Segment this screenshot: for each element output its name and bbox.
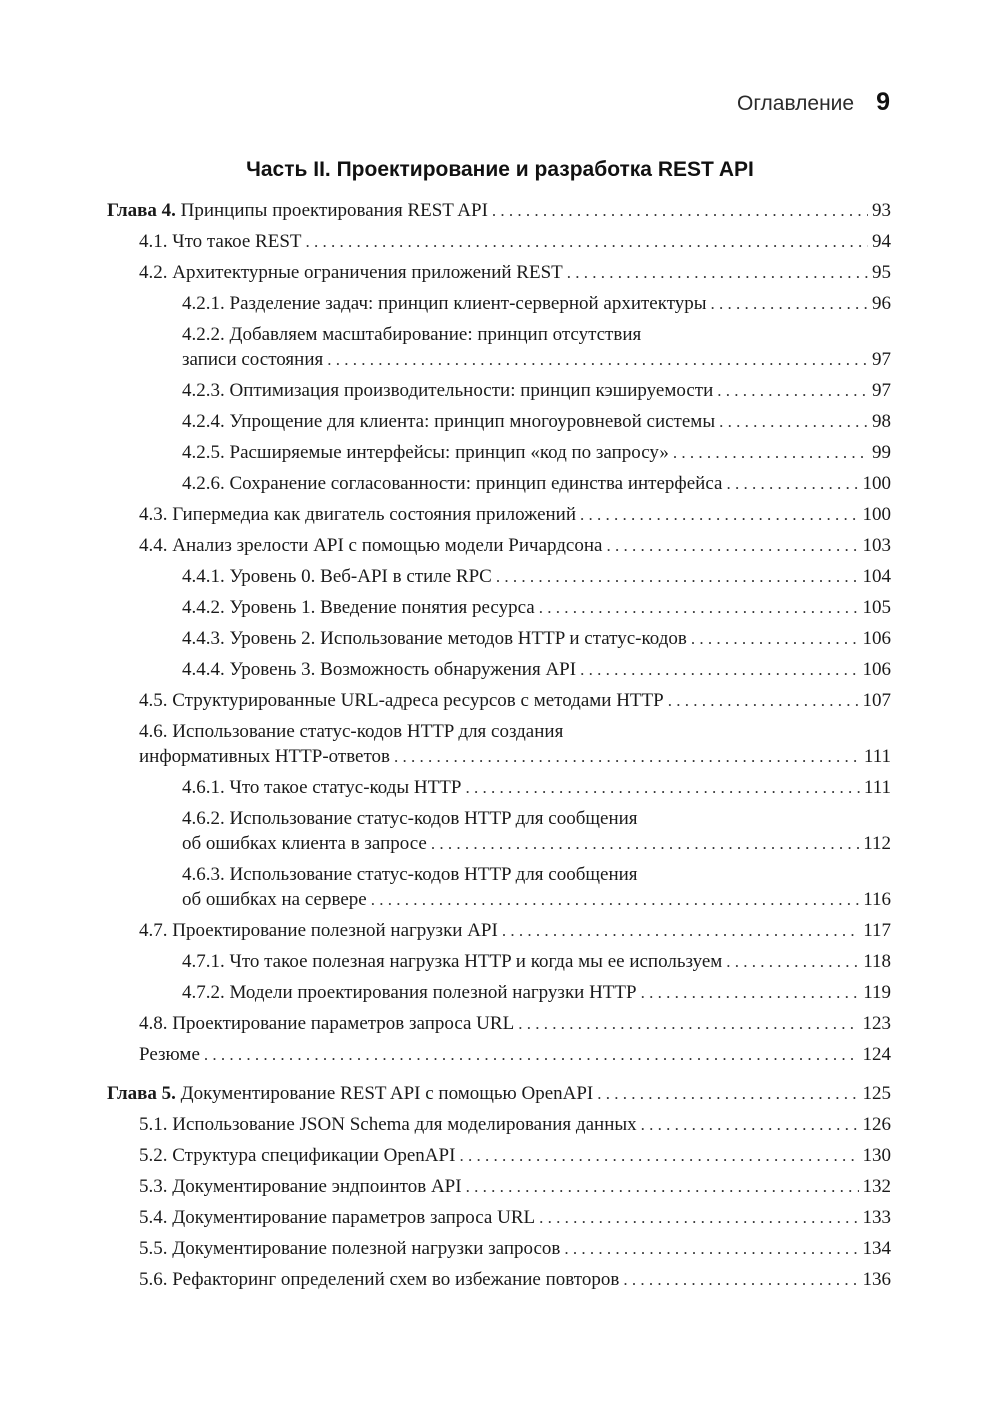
toc-entry-text: 5.2. Структура спецификации OpenAPI [139,1145,456,1166]
toc-entry-text: 4.7. Проектирование полезной нагрузки API [139,920,498,941]
leader-dots [567,260,868,285]
toc-entry-text: 4.4.1. Уровень 0. Веб-API в стиле RPC [182,566,492,587]
leader-dots [204,1042,859,1067]
toc-chapter-heading[interactable] [107,198,891,229]
leader-dots [668,688,859,713]
toc-page: 104 [862,566,891,587]
toc-entry[interactable] [107,322,891,378]
chapter-title: Принципы проектирования REST API [175,200,488,221]
leader-dots [726,949,859,974]
toc-entry-text: 4.4.2. Уровень 1. Введение понятия ресурса [182,597,535,618]
toc-entry[interactable] [107,533,891,564]
leader-dots [623,1267,858,1292]
toc-entry[interactable] [107,291,891,322]
toc-entry-text: 5.4. Документирование параметров запроса URL [139,1207,536,1228]
toc-page: 111 [863,777,891,798]
toc-entry[interactable] [107,806,891,862]
toc-chapter-heading[interactable] [107,1081,891,1112]
toc-page: 94 [872,231,891,252]
toc-entry-text: 4.2. Архитектурные ограничения приложений REST [139,262,563,283]
leader-dots [580,657,858,682]
toc-entry-text: 4.4.4. Уровень 3. Возможность обнаружения API [182,659,577,680]
toc-page: 97 [872,380,891,401]
toc-entry[interactable] [107,1143,891,1174]
leader-dots [641,980,860,1005]
leader-dots [719,409,868,434]
toc-entry[interactable] [107,688,891,719]
toc-entry[interactable] [107,471,891,502]
toc-entry[interactable] [107,378,891,409]
toc-entry-text: 5.3. Документирование эндпоинтов API [139,1176,462,1197]
leader-dots [431,831,859,856]
toc-entry[interactable] [107,229,891,260]
chapter-title: Документирование REST API с помощью OpenAPI [175,1083,594,1104]
toc-entry[interactable] [107,595,891,626]
toc-entry[interactable] [107,440,891,471]
toc-page: 130 [862,1145,891,1166]
leader-dots [580,502,859,527]
toc-entry-text: об ошибках на сервере [182,889,367,910]
toc-page: 95 [872,262,891,283]
leader-dots [711,291,868,316]
toc-entry-text: 4.4.3. Уровень 2. Использование методов HTTP и статус-кодов [182,628,687,649]
toc-entry[interactable] [107,949,891,980]
toc-page: 123 [862,1013,891,1034]
toc-entry-text: информативных HTTP-ответов [139,746,391,767]
leader-dots [394,744,860,769]
toc-page: 98 [872,411,891,432]
leader-dots [606,533,858,558]
toc-entry-text: 4.7.1. Что такое полезная нагрузка HTTP и когда мы ее используем [182,951,723,972]
toc-page: 106 [862,659,891,680]
toc-entry[interactable] [107,657,891,688]
leader-dots [459,1143,858,1168]
toc-entry[interactable] [107,502,891,533]
toc-page: 136 [862,1269,891,1290]
leader-dots [539,595,859,620]
chapter-prefix: Глава 5. [107,1083,176,1104]
toc-entry-text: 4.2.1. Разделение задач: принцип клиент-серверной архитектуры [182,293,707,314]
toc-entry[interactable] [107,918,891,949]
toc-page: 111 [863,746,891,767]
toc-chapter-5 [107,1081,891,1298]
toc-entry-text: 4.2.6. Сохранение согласованности: принцип единства интерфейса [182,473,723,494]
toc-entry-text: Резюме [139,1044,200,1065]
leader-dots [492,198,868,223]
toc-page: 97 [872,349,891,370]
toc-entry[interactable] [107,1267,891,1298]
toc-page: 124 [862,1044,891,1065]
toc-entry[interactable] [107,1011,891,1042]
toc-page: 93 [872,200,891,221]
leader-dots [466,1174,859,1199]
toc-page: 100 [862,504,891,525]
toc-entry-text: 5.1. Использование JSON Schema для моделирования данных [139,1114,637,1135]
toc-entry-text: 4.6.1. Что такое статус-коды HTTP [182,777,462,798]
toc-entry-text: 4.2.5. Расширяемые интерфейсы: принцип «код по запросу» [182,442,669,463]
leader-dots [717,378,868,403]
toc-entry-text: записи состояния [182,349,324,370]
toc-entry-lead: 4.6.2. Использование статус-кодов HTTP для сообщения [182,808,638,829]
toc-entry[interactable] [107,775,891,806]
toc-page: 118 [863,951,891,972]
toc-page: 133 [862,1207,891,1228]
toc-page: 107 [862,690,891,711]
running-head [737,88,890,117]
leader-dots [518,1011,858,1036]
part-title: Часть II. Проектирование и разработка REST API [246,158,754,181]
toc-page: 134 [862,1238,891,1259]
chapter-prefix: Глава 4. [107,200,176,221]
toc-entry[interactable] [107,980,891,1011]
toc-entry-text: 4.3. Гипермедиа как двигатель состояния приложений [139,504,576,525]
leader-dots [465,775,859,800]
leader-dots [691,626,859,651]
toc-page: 125 [862,1083,891,1104]
toc-entry[interactable] [107,1205,891,1236]
leader-dots [306,229,868,254]
toc-entry[interactable] [107,862,891,918]
toc-chapter-4 [107,198,891,1073]
toc-page: 106 [862,628,891,649]
toc-entry-text: 4.2.4. Упрощение для клиента: принцип многоуровневой системы [182,411,716,432]
leader-dots [726,471,858,496]
toc-entry[interactable] [107,1042,891,1073]
leader-dots [641,1112,859,1137]
toc-entry[interactable] [107,260,891,291]
toc-entry-text: 5.5. Документирование полезной нагрузки запросов [139,1238,561,1259]
toc-entry[interactable] [107,719,891,775]
toc-page: 116 [863,889,891,910]
toc-page: 112 [863,833,891,854]
toc-page: 105 [862,597,891,618]
toc-entry-text: 4.5. Структурированные URL-адреса ресурсов с методами HTTP [139,690,664,711]
leader-dots [539,1205,858,1230]
page-number: 9 [876,88,890,116]
toc-entry-text: 4.2.3. Оптимизация производительности: принцип кэшируемости [182,380,714,401]
leader-dots [673,440,868,465]
toc-page: 126 [862,1114,891,1135]
running-head-section: Оглавление [737,92,855,115]
toc-entry-lead: 4.6.3. Использование статус-кодов HTTP для сообщения [182,864,638,885]
toc-page: 100 [862,473,891,494]
toc-page: 132 [862,1176,891,1197]
leader-dots [371,887,860,912]
toc-entry-lead: 4.2.2. Добавляем масштабирование: принцип отсутствия [182,324,642,345]
toc-page: 117 [863,920,891,941]
toc-entry-text: 4.7.2. Модели проектирования полезной нагрузки HTTP [182,982,637,1003]
toc-page: 99 [872,442,891,463]
toc-entry[interactable] [107,564,891,595]
toc-entry-text: 4.4. Анализ зрелости API с помощью модели Ричардсона [139,535,603,556]
toc-entry-text: 4.1. Что такое REST [139,231,302,252]
leader-dots [564,1236,858,1261]
toc-entry[interactable] [107,1112,891,1143]
leader-dots [327,347,868,372]
toc-entry-text: 4.8. Проектирование параметров запроса URL [139,1013,515,1034]
toc-page: 119 [863,982,891,1003]
toc-entry[interactable] [107,409,891,440]
toc-page: 103 [862,535,891,556]
leader-dots [597,1081,858,1106]
toc-entry-text: 5.6. Рефакторинг определений схем во избежание повторов [139,1269,620,1290]
leader-dots [496,564,859,589]
toc-entry-text: об ошибках клиента в запросе [182,833,427,854]
toc-entry[interactable] [107,1174,891,1205]
toc-page: 96 [872,293,891,314]
leader-dots [502,918,859,943]
toc-entry-lead: 4.6. Использование статус-кодов HTTP для создания [139,721,564,742]
toc-entry[interactable] [107,626,891,657]
toc-entry[interactable] [107,1236,891,1267]
